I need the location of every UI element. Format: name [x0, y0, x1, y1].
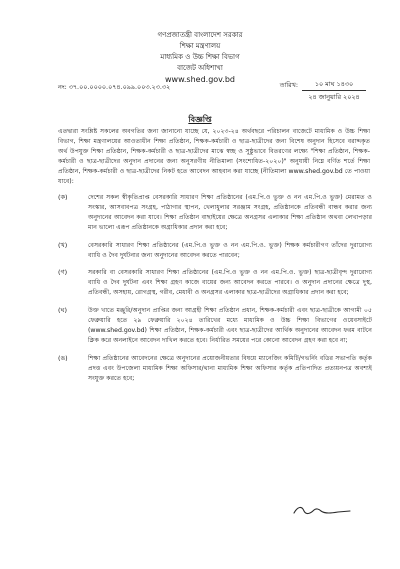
list-item [58, 193, 372, 233]
notice-title: বিজ্ঞপ্তি [188, 115, 212, 124]
list-item [58, 241, 372, 261]
list-item [58, 268, 372, 298]
website-link[interactable]: www.shed.gov.bd [164, 75, 235, 84]
item-number: (গ) [58, 268, 68, 277]
conditions-list [58, 193, 372, 392]
list-item [58, 306, 372, 346]
item-number: (ঙ) [58, 353, 68, 362]
division-name: মাধ্যমিক ও উচ্চ শিক্ষা বিভাগ [160, 53, 240, 61]
government-name: গণপ্রজাতন্ত্রী বাংলাদেশ সরকার [157, 31, 243, 39]
signature-mark [292, 502, 352, 518]
section-name: বাজেট অধিশাখা [177, 64, 223, 72]
item-text: বেসরকারি সাধারণ শিক্ষা প্রতিষ্ঠানের (এম.পি.ও ভুক্ত ও নন এম.পি.ও. ভুক্ত) শিক্ষক কর্মচারীগণ তাঁদের দুরারোগ্য ব্যাধি ও দৈব দুর্ঘটনার জন্য অনুদানের আবেদন করতে পারবেন; [88, 241, 372, 259]
date-label: তারিখ: [279, 81, 298, 89]
ministry-name: শিক্ষা মন্ত্রণালয় [179, 42, 221, 50]
item-number: (ঘ) [58, 306, 67, 315]
item-number: (খ) [58, 240, 68, 249]
item-number: (ক) [58, 193, 68, 201]
item-text: দেশের সকল স্বীকৃতিপ্রাপ্ত বেসরকারি সাধারণ শিক্ষা প্রতিষ্ঠানের (এম.পি.ও ভুক্ত ও নন এম.পি.ও ভুক্ত) মেরামত ও সংস্কার, আসবাবপত্র সংগ্রহ, পাঠাগার স্থাপন, খেলাধুলার সরঞ্জাম সংগ্রহ, প্রতিষ্ঠানকে প্রতিবন্ধী বান্ধব করার জন্য অনুদানের আবেদন করা যাবে। শিক্ষা প্রতিষ্ঠান বাছাইয়ের ক্ষেত্রে অনগ্রসর এলাকার শিক্ষা প্রতিষ্ঠান অথবা লেখাপড়ার মান ভালো এরূপ প্রতিষ্ঠানকে অগ্রাধিকার প্রদান করা হবে; [88, 194, 372, 231]
item-text: উক্ত খাতে মঞ্জুরি/অনুদান প্রাপ্তির জন্য আগ্রহী শিক্ষা প্রতিষ্ঠান প্রধান, শিক্ষক-কর্মচারী এবং ছাত্র-ছাত্রীকে আগামী ০৫ ফেব্রুয়ারি হতে ২৯ ফেব্রুয়ারি ২০২৪ তারিখের মধ্যে মাধ্যমিক ও উচ্চ শিক্ষা বিভাগের ওয়েবসাইটে (www.shed.gov.bd) শিক্ষা প্রতিষ্ঠান, শিক্ষক-কর্মচারী এবং ছাত্র-ছাত্রীদের আর্থিক অনুদানের আবেদন ফরম বাটনে ক্লিক করে অনলাইনে আবেদন দাখিল করতে হবে। নির্ধারিত সময়ের পরে কোনো আবেদন গ্রহণ করা হবে না; [88, 307, 372, 344]
memo-number: নং: ৩৭.০০.০০০০.০৭৪.০৯৯.০০৩.২৩.৩২ [58, 83, 171, 91]
date-english: ২৪ জানুয়ারি ২০২৪ [308, 93, 360, 101]
item-text: শিক্ষা প্রতিষ্ঠানের আবেদনের ক্ষেত্রে অনুদানের প্রয়োজনীয়তার বিষয়ে ম্যানেজিং কমিটি/গভর্নিং বডির সভাপতি কর্তৃক প্রদত্ত এবং উপজেলা মাধ্যমিক শিক্ষা অফিসার/থানা মাধ্যমিক শিক্ষা অফিসার কর্তৃক প্রতিপাদিত প্রত্যয়নপত্র অবশ্যই সংযুক্ত করতে হবে; [88, 354, 372, 382]
date-bangla: ১০ মাঘ ১৪৩০ [302, 79, 366, 91]
memo-block [58, 79, 366, 109]
letterhead [0, 30, 400, 86]
date-block [256, 79, 366, 103]
list-item [58, 354, 372, 384]
item-text: সরকারি বা বেসরকারি সাধারণ শিক্ষা প্রতিষ্ঠানের (এম.পি.ও ভুক্ত ও নন এম.পি.ও. ভুক্ত) ছাত্র-ছাত্রীবৃন্দ দুরারোগ্য ব্যাধি ও দৈব দুর্ঘটনা এবং শিক্ষা গ্রহণ কাজে ব্যয়ের জন্য আবেদন করতে পারবে। ও অনুদান প্রদানের ক্ষেত্রে দুস্থ, প্রতিবন্ধী, অসহায়, রোগগ্রস্থ, গরীব, মেধাবী ও অনগ্রসর এলাকার ছাত্র-ছাত্রীদের অগ্রাধিকার প্রদান করা হবে; [88, 269, 372, 297]
intro-paragraph: এতদ্বারা সংশ্লিষ্ট সকলের অবগতির জন্য জানানো যাচ্ছে যে, ২০২৩-২৪ অর্থবছরে পরিচালন বাজেটে মাধ্যমিক ও উচ্চ শিক্ষা বিভাগ, শিক্ষা মন্ত্রণালয়ের আওতাধীন শিক্ষা প্রতিষ্ঠান, শিক্ষক-কর্মচারী ও ছাত্র-ছাত্রীদের জন্য বিশেষ অনুদান হিসেবে বরাদ্দকৃত অর্থ উপযুক্ত শিক্ষা প্রতিষ্ঠান, শিক্ষক-কর্মচারী ও ছাত্র-ছাত্রীদের মাঝে স্বচ্ছ ও সুষ্ঠুভাবে বিতরণের লক্ষ্যে "শিক্ষা প্রতিষ্ঠান, শিক্ষক-কর্মচারী ও ছাত্র-ছাত্রীদের অনুদান প্রদানের জন্য অনুসরণীয় নীতিমালা (সংশোধিত-২০২০)" অনুযায়ী নিম্নে বর্ণিত শর্তে শিক্ষা প্রতিষ্ঠান, শিক্ষক-কর্মচারী ও ছাত্র-ছাত্রীদের নিকট হতে আবেদন আহবান করা যাচ্ছে (নীতিমালা www.shed.gov.bd তে পাওয়া যাবে): [58, 128, 370, 185]
